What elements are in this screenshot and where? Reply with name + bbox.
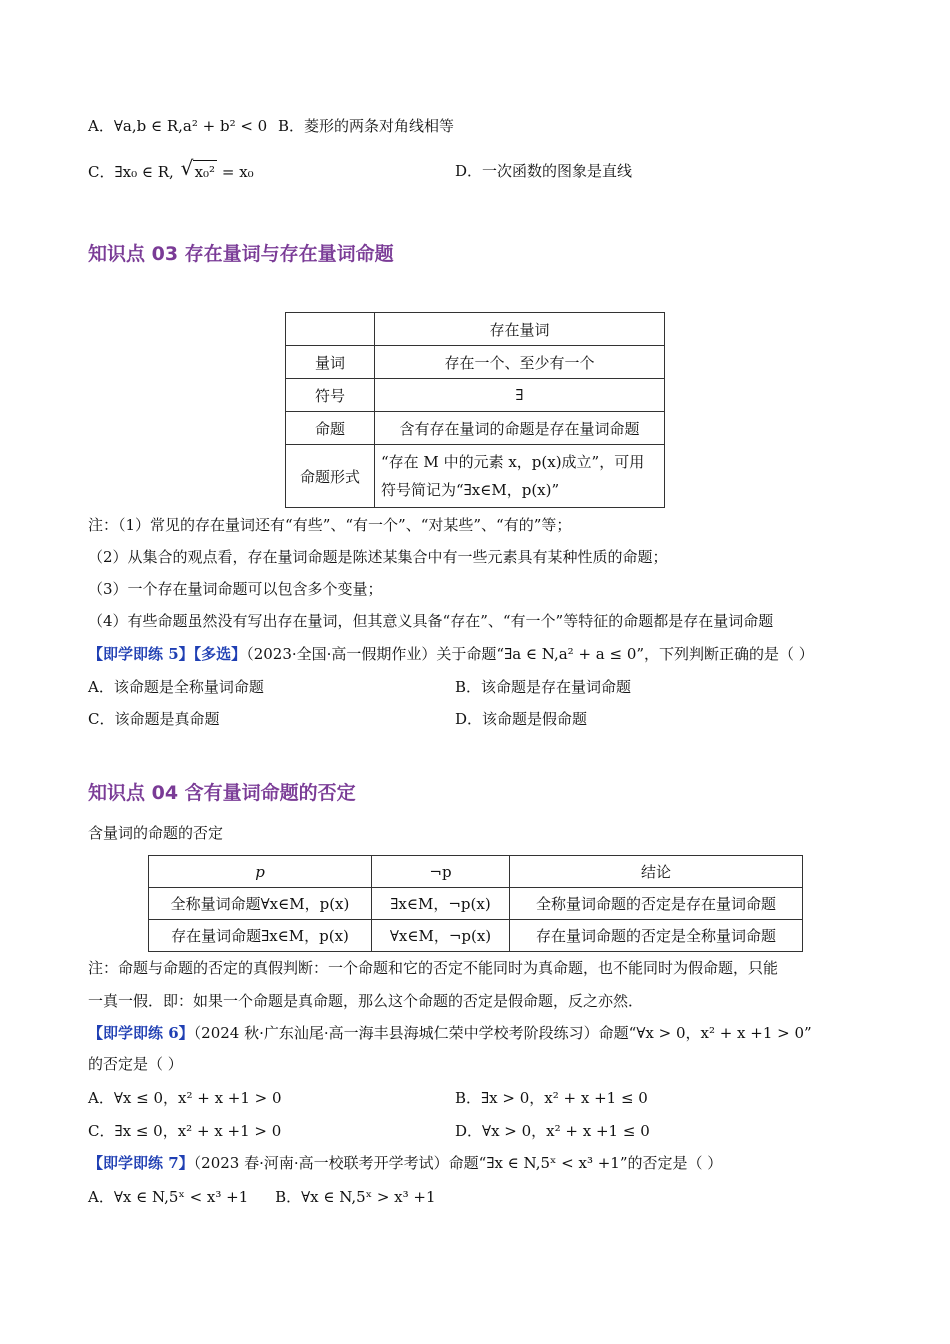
option-a-prev xyxy=(88,115,454,137)
note-1: 注：（1）常见的存在量词还有“有些”、“有一个”、“对某些”、“有的”等； xyxy=(88,516,572,534)
ex5-option-c: C．该命题是真命题 xyxy=(88,710,220,728)
ex7-option-a: A．∀x ∈ N,5ˣ < x³ +1 xyxy=(88,1188,249,1206)
table-row xyxy=(149,888,803,920)
exercise-5 xyxy=(88,643,814,665)
table-cell: 存在一个、至少有一个 xyxy=(375,346,665,379)
section-03-title: 知识点 03 存在量词与存在量词命题 xyxy=(88,243,394,265)
ex6-option-c: C．∃x ≤ 0，x² + x +1 > 0 xyxy=(88,1122,282,1140)
option-c-prev xyxy=(88,160,254,183)
option-c-suffix: = x₀ xyxy=(221,163,254,181)
table-cell: 符号 xyxy=(286,379,375,412)
negation-table xyxy=(148,855,803,952)
table-cell xyxy=(375,445,665,508)
table-cell: ∃x∈M，¬p(x) xyxy=(372,888,510,920)
note-2: （2）从集合的观点看，存在量词命题是陈述某集合中有一些元素具有某种性质的命题； xyxy=(88,548,668,566)
ex6-option-b: B．∃x > 0，x² + x +1 ≤ 0 xyxy=(455,1089,648,1107)
negation-note-line-1: 注：命题与命题的否定的真假判断：一个命题和它的否定不能同时为真命题，也不能同时为假命题，只能 xyxy=(88,959,779,977)
section-04-title: 知识点 04 含有量词命题的否定 xyxy=(88,782,356,804)
table-row xyxy=(286,445,665,508)
ex6-option-d: D．∀x > 0，x² + x +1 ≤ 0 xyxy=(455,1122,650,1140)
form-line-2: 符号简记为“∃x∈M，p(x)” xyxy=(381,481,560,499)
table-cell: 存在量词命题∃x∈M，p(x) xyxy=(149,920,372,952)
table-row xyxy=(149,920,803,952)
table-cell: 存在量词命题的否定是全称量词命题 xyxy=(510,920,803,952)
table-row xyxy=(286,346,665,379)
multi-select-tag: 【多选】 xyxy=(193,645,247,663)
exercise-6 xyxy=(88,1022,812,1044)
table-cell: ∃ xyxy=(375,379,665,412)
exercise-text: （2023 春·河南·高一校联考开学考试）命题“∃x ∈ N,5ˣ < x³ +1”的否定是（ ） xyxy=(193,1154,723,1172)
table-cell: 含有存在量词的命题是存在量词命题 xyxy=(375,412,665,445)
option-a-text: A．∀a,b ∈ R,a² + b² < 0 xyxy=(88,117,268,135)
table-header: p xyxy=(149,856,372,888)
section-04-intro: 含量词的命题的否定 xyxy=(88,824,224,842)
existential-quantifier-table xyxy=(285,312,665,508)
exercise-tag: 【即学即练 5】 xyxy=(88,645,194,663)
ex5-option-d: D．该命题是假命题 xyxy=(455,710,588,728)
table-row xyxy=(149,856,803,888)
table-header: 结论 xyxy=(510,856,803,888)
exercise-tag: 【即学即练 7】 xyxy=(88,1154,194,1172)
table-cell xyxy=(286,313,375,346)
note-3: （3）一个存在量词命题可以包含多个变量； xyxy=(88,580,383,598)
table-cell: 命题 xyxy=(286,412,375,445)
option-c-prefix: C．∃x₀ ∈ R, xyxy=(88,163,174,181)
ex6-option-a: A．∀x ≤ 0，x² + x +1 > 0 xyxy=(88,1089,282,1107)
negation-note-line-2: 一真一假．即：如果一个命题是真命题，那么这个命题的否定是假命题，反之亦然． xyxy=(88,992,644,1010)
exercise-6-cont: 的否定是（ ） xyxy=(88,1055,183,1073)
exercise-7 xyxy=(88,1152,722,1174)
table-cell: 全称量词命题的否定是存在量词命题 xyxy=(510,888,803,920)
exercise-tag: 【即学即练 6】 xyxy=(88,1024,194,1042)
option-b-text: B．菱形的两条对角线相等 xyxy=(278,117,455,135)
table-row xyxy=(286,379,665,412)
ex7-options xyxy=(88,1186,436,1208)
ex5-option-a: A．该命题是全称量词命题 xyxy=(88,678,264,696)
table-cell: 命题形式 xyxy=(286,445,375,508)
table-row xyxy=(286,313,665,346)
ex5-option-b: B．该命题是存在量词命题 xyxy=(455,678,632,696)
ex7-option-b: B．∀x ∈ N,5ˣ > x³ +1 xyxy=(275,1188,436,1206)
table-cell: 全称量词命题∀x∈M，p(x) xyxy=(149,888,372,920)
form-line-1: “存在 M 中的元素 x，p(x)成立”，可用 xyxy=(381,453,645,471)
table-header: ¬p xyxy=(372,856,510,888)
table-row xyxy=(286,412,665,445)
exercise-text: （2024 秋·广东汕尾·高一海丰县海城仁荣中学校考阶段练习）命题“∀x > 0，x² + x +1 > 0” xyxy=(193,1024,812,1042)
option-d-prev: D．一次函数的图象是直线 xyxy=(455,162,633,180)
sqrt-radicand: √ x₀² xyxy=(193,160,218,183)
note-4: （4）有些命题虽然没有写出存在量词，但其意义具备“存在”、“有一个”等特征的命题都是存在量词命题 xyxy=(88,612,774,630)
exercise-text: （2023·全国·高一假期作业）关于命题“∃a ∈ N,a² + a ≤ 0”，下列判断正确的是（ ） xyxy=(246,645,814,663)
table-cell: 量词 xyxy=(286,346,375,379)
table-header: 存在量词 xyxy=(375,313,665,346)
table-cell: ∀x∈M，¬p(x) xyxy=(372,920,510,952)
